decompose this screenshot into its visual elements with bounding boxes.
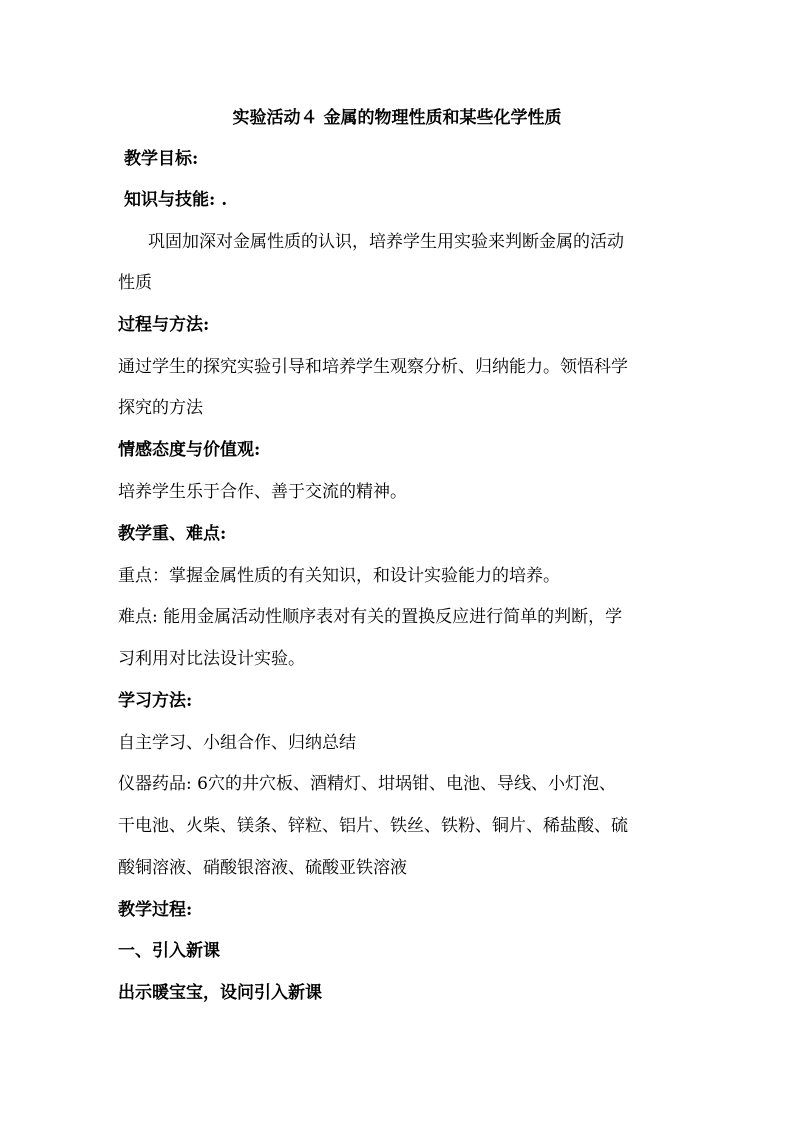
paragraph-line: 习利用对比法设计实验。 bbox=[118, 649, 305, 669]
heading-knowledge-skills: 知识与技能: . bbox=[124, 190, 228, 210]
paragraph-line: 仪器药品: 6穴的井穴板、酒精灯、坩埚钳、电池、导线、小灯泡、 bbox=[118, 774, 616, 794]
heading-key-difficult-points: 教学重、难点: bbox=[118, 524, 227, 544]
heading-attitude-values: 情感态度与价值观: bbox=[118, 440, 261, 460]
paragraph-line: 酸铜溶液、硝酸银溶液、硫酸亚铁溶液 bbox=[118, 858, 407, 878]
paragraph-line: 巩固加深对金属性质的认识，培养学生用实验来判断金属的活动 bbox=[148, 232, 624, 252]
paragraph-line: 重点：掌握金属性质的有关知识，和设计实验能力的培养。 bbox=[118, 566, 560, 586]
paragraph-line: 探究的方法 bbox=[118, 398, 203, 418]
heading-teaching-goals: 教学目标: bbox=[124, 149, 199, 169]
document-title: 实验活动４ 金属的物理性质和某些化学性质 bbox=[232, 108, 562, 128]
heading-section-one: 一、引入新课 bbox=[118, 941, 220, 961]
heading-intro-demo: 出示暖宝宝，设问引入新课 bbox=[118, 983, 322, 1003]
paragraph-line: 难点: 能用金属活动性顺序表对有关的置换反应进行简单的判断，学 bbox=[118, 607, 623, 627]
paragraph-line: 培养学生乐于合作、善于交流的精神。 bbox=[118, 482, 407, 502]
heading-process-methods: 过程与方法: bbox=[118, 315, 210, 335]
heading-teaching-process: 教学过程: bbox=[118, 900, 193, 920]
paragraph-line: 自主学习、小组合作、归纳总结 bbox=[118, 733, 356, 753]
heading-learning-methods: 学习方法: bbox=[118, 691, 193, 711]
paragraph-line: 性质 bbox=[118, 273, 152, 293]
paragraph-line: 干电池、火柴、镁条、锌粒、铝片、铁丝、铁粉、铜片、稀盐酸、硫 bbox=[118, 816, 628, 836]
paragraph-line: 通过学生的探究实验引导和培养学生观察分析、归纳能力。领悟科学 bbox=[118, 357, 628, 377]
